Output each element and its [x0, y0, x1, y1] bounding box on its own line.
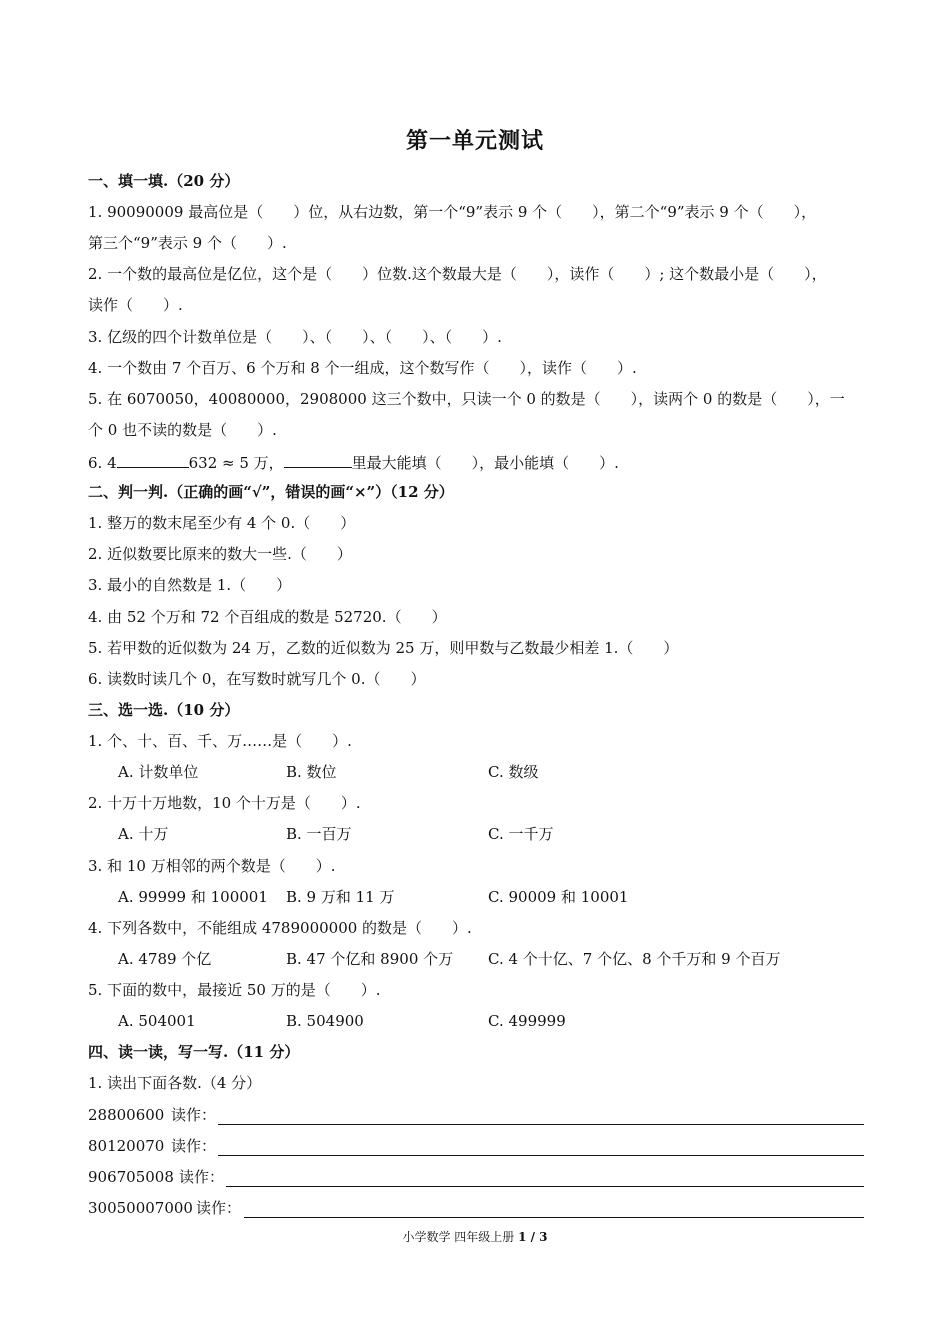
option-b[interactable]: B. 47 个亿和 8900 个万	[286, 950, 454, 968]
question-1-6	[88, 451, 864, 473]
option-c[interactable]: C. 4 个十亿、7 个亿、8 个千万和 9 个百万	[488, 950, 781, 968]
read-number: 906705008	[88, 1168, 174, 1186]
read-number: 80120070	[88, 1137, 165, 1155]
read-row	[88, 1136, 864, 1156]
question-1-1-line-b: 第三个“9”表示 9 个（ ）.	[88, 234, 287, 252]
option-a[interactable]: A. 99999 和 100001	[118, 888, 268, 906]
answer-line[interactable]	[218, 1124, 864, 1125]
read-label: 读作：	[196, 1199, 242, 1217]
question-1-1-line-a: 1. 90090009 最高位是（ ）位，从右边数，第一个“9”表示 9 个（ ），第二个“9”表示 9 个（ ），	[88, 203, 817, 221]
answer-blank[interactable]	[117, 451, 189, 468]
answer-line[interactable]	[226, 1186, 864, 1187]
question-1-3: 3. 亿级的四个计数单位是（ ）、（ ）、（ ）、（ ）.	[88, 328, 502, 346]
answer-blank[interactable]	[284, 451, 352, 468]
read-row	[88, 1105, 864, 1125]
judge-item: 6. 读数时读几个 0，在写数时就写几个 0.（ ）	[88, 670, 426, 688]
question-1-5-line-b: 个 0 也不读的数是（ ）.	[88, 421, 277, 439]
option-c[interactable]: C. 90009 和 10001	[488, 888, 629, 906]
option-a[interactable]: A. 十万	[118, 825, 169, 843]
option-a[interactable]: A. 计数单位	[118, 763, 199, 781]
option-c[interactable]: C. 499999	[488, 1012, 566, 1030]
option-a[interactable]: A. 4789 个亿	[118, 950, 212, 968]
section-2-heading: 二、判一判.（正确的画“√”，错误的画“×”）（12 分）	[88, 483, 454, 501]
option-c[interactable]: C. 数级	[488, 763, 539, 781]
read-row	[88, 1198, 864, 1218]
question-1-2-line-a: 2. 一个数的最高位是亿位，这个是（ ）位数.这个数最大是（ ），读作（ ）; 这个数最小是（ ），	[88, 265, 827, 283]
choice-question: 5. 下面的数中，最接近 50 万的是（ ）.	[88, 981, 381, 999]
read-label: 读作：	[171, 1106, 217, 1124]
option-b[interactable]: B. 9 万和 11 万	[286, 888, 395, 906]
option-b[interactable]: B. 一百万	[286, 825, 352, 843]
option-b[interactable]: B. 504900	[286, 1012, 364, 1030]
sub-question-1: 1. 读出下面各数.（4 分）	[88, 1074, 262, 1092]
read-row	[88, 1167, 864, 1187]
answer-line[interactable]	[218, 1155, 864, 1156]
read-number: 30050007000	[88, 1199, 193, 1217]
read-number: 28800600	[88, 1106, 165, 1124]
section-1-heading: 一、填一填.（20 分）	[88, 172, 240, 190]
judge-item: 4. 由 52 个万和 72 个百组成的数是 52720.（ ）	[88, 608, 447, 626]
section-4-heading: 四、读一读，写一写.（11 分）	[88, 1043, 300, 1061]
question-1-4: 4. 一个数由 7 个百万、6 个万和 8 个一组成，这个数写作（ ），读作（ ）.	[88, 359, 637, 377]
option-a[interactable]: A. 504001	[118, 1012, 196, 1030]
judge-item: 3. 最小的自然数是 1.（ ）	[88, 576, 292, 594]
question-1-5-line-a: 5. 在 6070050，40080000，2908000 这三个数中，只读一个 0 的数是（ ），读两个 0 的数是（ ），一	[88, 390, 845, 408]
question-1-6-mid: 632 ≈ 5 万，	[188, 454, 284, 472]
page-title: 第一单元测试	[405, 128, 544, 154]
read-label: 读作：	[179, 1168, 225, 1186]
read-label: 读作：	[171, 1137, 217, 1155]
judge-item: 2. 近似数要比原来的数大一些.（ ）	[88, 545, 352, 563]
option-c[interactable]: C. 一千万	[488, 825, 554, 843]
choice-question: 4. 下列各数中，不能组成 4789000000 的数是（ ）.	[88, 919, 472, 937]
question-1-6-end: 里最大能填（ ），最小能填（ ）.	[351, 454, 619, 472]
option-b[interactable]: B. 数位	[286, 763, 337, 781]
section-3-heading: 三、选一选.（10 分）	[88, 701, 240, 719]
choice-question: 1. 个、十、百、千、万……是（ ）.	[88, 732, 352, 750]
choice-question: 2. 十万十万地数，10 个十万是（ ）.	[88, 794, 361, 812]
page-footer	[0, 1228, 950, 1245]
judge-item: 1. 整万的数末尾至少有 4 个 0.（ ）	[88, 514, 356, 532]
answer-line[interactable]	[244, 1217, 864, 1218]
question-1-6-start: 6. 4	[88, 454, 117, 472]
judge-item: 5. 若甲数的近似数为 24 万，乙数的近似数为 25 万，则甲数与乙数最少相差 1.（ ）	[88, 639, 679, 657]
page-number: 1 / 3	[518, 1230, 548, 1244]
choice-question: 3. 和 10 万相邻的两个数是（ ）.	[88, 857, 336, 875]
question-1-2-line-b: 读作（ ）.	[88, 296, 183, 314]
footer-text: 小学数学 四年级上册	[402, 1230, 519, 1244]
